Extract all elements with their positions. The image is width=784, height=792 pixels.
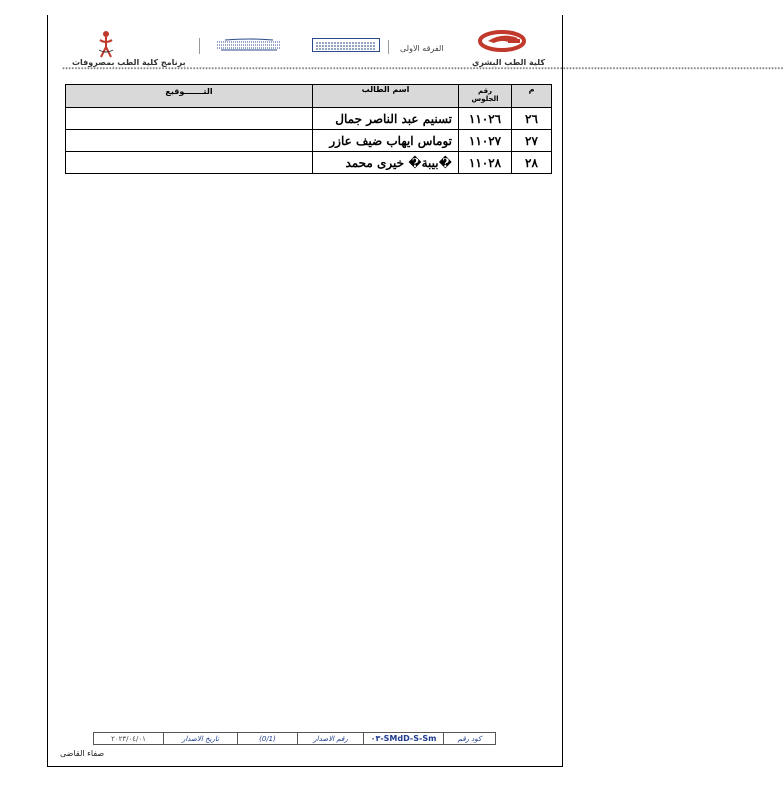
- table-row: [66, 108, 552, 130]
- seat-number: ١١٠٢٨: [459, 152, 512, 174]
- issue-date-label: تاريخ الاصدار: [164, 733, 238, 745]
- student-name: توماس ايهاب ضيف عازر: [313, 130, 459, 152]
- code-value: SMdD-S-Sm-٠٣: [364, 733, 444, 745]
- signature-cell[interactable]: [66, 108, 313, 130]
- header-student-name: اسم الطالب: [313, 85, 459, 108]
- header-seat-number: رقم الجلوس: [459, 85, 512, 108]
- year-label: الفرقه الاولى: [400, 44, 444, 53]
- table-header-row: [66, 85, 552, 108]
- header-divider: [199, 38, 200, 54]
- document-control-footer: [93, 732, 496, 745]
- college-logo-icon: [478, 30, 528, 56]
- seat-number: ١١٠٢٦: [459, 108, 512, 130]
- signature-cell[interactable]: [66, 130, 313, 152]
- row-number: ٢٧: [512, 130, 552, 152]
- student-name: �بيبة� خيرى محمد: [313, 152, 459, 174]
- star-separator: ****************************************************************************************************************************************************************************************************************************************: [62, 67, 784, 73]
- header-divider: [388, 40, 389, 54]
- table-row: [66, 130, 552, 152]
- program-logo-icon: [95, 30, 117, 58]
- table-row: [66, 152, 552, 174]
- header-number: م: [512, 85, 552, 108]
- issue-number-value: (0/1): [238, 733, 298, 745]
- preparer-name: صفاء القاضى: [60, 749, 105, 758]
- stamp-emblem-icon: [312, 38, 380, 52]
- student-name: تسنيم عبد الناصر جمال: [313, 108, 459, 130]
- row-number: ٢٨: [512, 152, 552, 174]
- signature-cell[interactable]: [66, 152, 313, 174]
- header-signature: التـــــــوقيع: [66, 85, 313, 108]
- code-label: كود رقم: [444, 733, 496, 745]
- college-name: كلية الطب البشري: [472, 58, 546, 67]
- seat-number: ١١٠٢٧: [459, 130, 512, 152]
- issue-date-value: ٢٠٢٣/٠٤/٠١: [94, 733, 164, 745]
- student-roster-table: [65, 84, 552, 174]
- issue-number-label: رقم الاصدار: [298, 733, 364, 745]
- ministry-emblem-icon: [215, 38, 283, 52]
- program-name: برنامج كلية الطب بمصروفات: [72, 58, 186, 67]
- row-number: ٢٦: [512, 108, 552, 130]
